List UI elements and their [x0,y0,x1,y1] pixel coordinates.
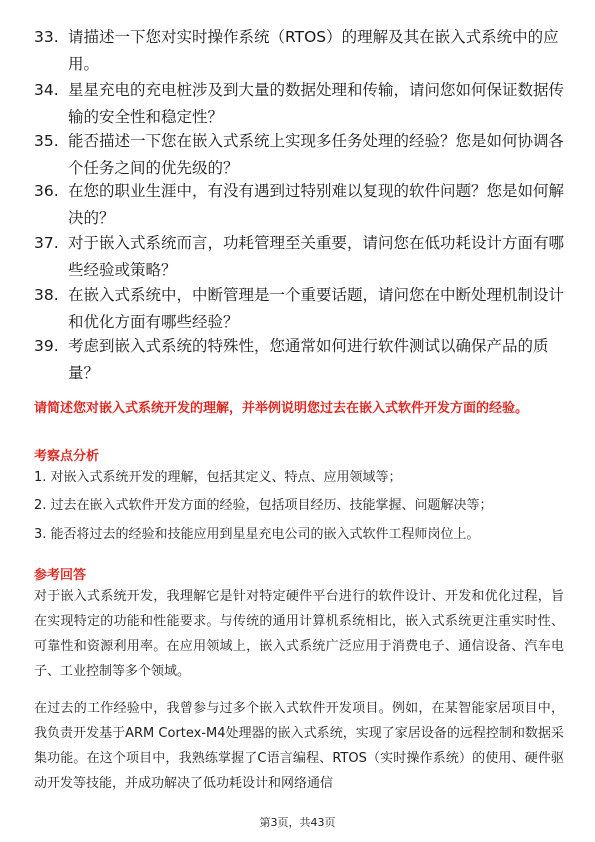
analysis-heading: 考察点分析 [34,449,100,464]
question-text: 考虑到嵌入式系统的特殊性，您通常如何进行软件测试以确保产品的质量？ [68,337,549,382]
question-34 [34,77,564,131]
question-text: 星星充电的充电桩涉及到大量的数据处理和传输，请问您如何保证数据传输的安全性和稳定性？ [68,81,565,126]
question-text: 在嵌入式系统中，中断管理是一个重要话题，请问您在中断处理机制设计和优化方面有哪些经验？ [68,286,565,331]
answer-heading: 参考回答 [34,568,87,583]
answer-paragraph: 在过去的工作经验中，我曾参与过多个嵌入式软件开发项目。例如，在某智能家居项目中，我负责开发基于ARM Cortex-M4处理器的嵌入式系统，实现了家居设备的远程控制和数据采集功能。在这个项目中，我熟练掌握了C语言编程、RTOS（实时操作系统）的使用、硬件驱动开发等技能，并成功解决了低功耗设计和网络通信 [34,701,564,791]
question-text: 在您的职业生涯中，有没有遇到过特别难以复现的软件问题？您是如何解决的？ [68,182,565,227]
analysis-item: 3. 能否将过去的经验和技能应用到星星充电公司的嵌入式软件工程师岗位上。 [34,527,480,542]
question-33 [34,24,564,78]
question-number: 34. [34,81,59,99]
question-38 [34,282,564,336]
question-number: 33. [34,28,59,46]
question-number: 35. [34,132,59,150]
question-number: 37. [34,234,59,252]
page-footer: 第3页，共43页 [259,816,336,829]
question-37 [34,230,564,284]
question-number: 38. [34,286,59,304]
question-text: 请描述一下您对实时操作系统（RTOS）的理解及其在嵌入式系统中的应用。 [68,28,559,73]
question-number: 36. [34,182,59,200]
question-number: 39. [34,337,59,355]
question-35 [34,128,564,182]
question-36 [34,178,564,232]
analysis-item: 1. 对嵌入式系统开发的理解，包括其定义、特点、应用领域等； [34,470,402,485]
question-39 [34,333,564,387]
analysis-item: 2. 过去在嵌入式软件开发方面的经验，包括项目经历、技能掌握、问题解决等； [34,498,493,513]
question-text: 能否描述一下您在嵌入式系统上实现多任务处理的经验？您是如何协调各个任务之间的优先级的？ [68,132,565,177]
question-text: 对于嵌入式系统而言，功耗管理至关重要，请问您在低功耗设计方面有哪些经验或策略？ [68,234,565,279]
answer-paragraph: 对于嵌入式系统开发，我理解它是针对特定硬件平台进行的软件设计、开发和优化过程，旨在实现特定的功能和性能要求。与传统的通用计算机系统相比，嵌入式系统更注重实时性、可靠性和资源利用率。在应用领域上，嵌入式系统广泛应用于消费电子、通信设备、汽车电子、工业控制等多个领域。 [34,589,564,679]
highlighted-question: 请简述您对嵌入式系统开发的理解，并举例说明您过去在嵌入式软件开发方面的经验。 [34,401,529,416]
